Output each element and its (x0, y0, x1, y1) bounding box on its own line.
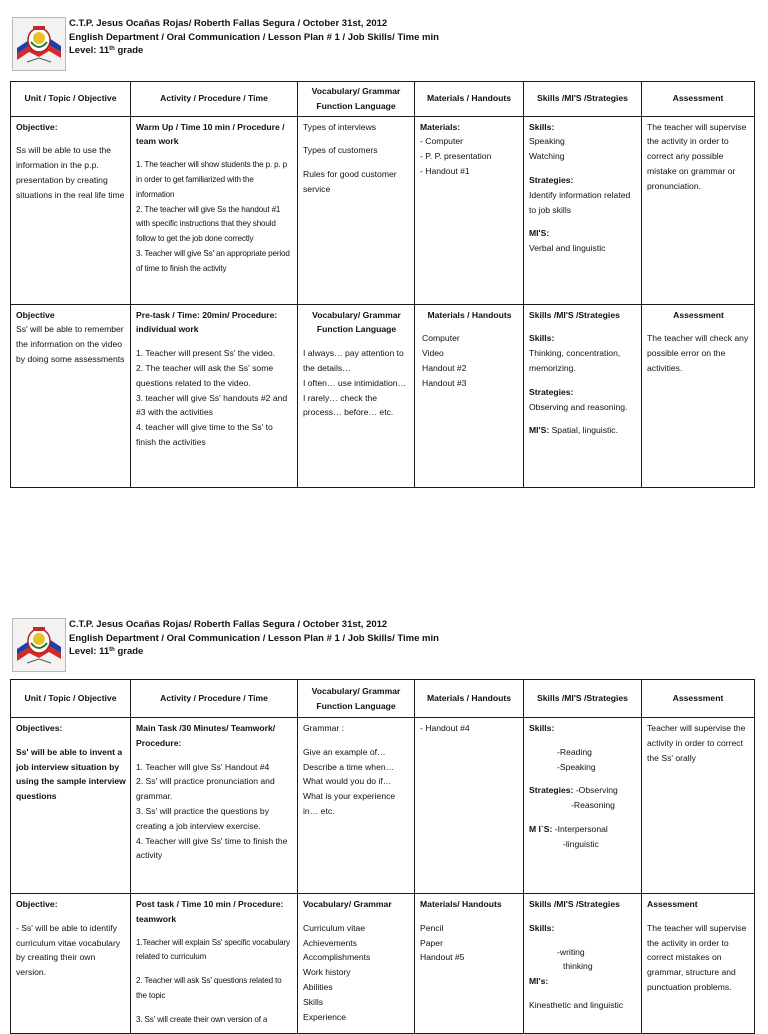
column-header-assessment: Assessment (642, 82, 755, 117)
lesson-plan-table (10, 81, 755, 488)
activity-title: Pre-task / Time: 20min/ Procedure: individual work (136, 309, 278, 335)
materials-cell (415, 894, 524, 1034)
assessment-cell (642, 304, 755, 487)
lesson-plan-table (10, 679, 755, 1034)
vocabulary-item: I often… use intimidation… (303, 377, 407, 388)
assessment-text: Teacher will supervise the activity in order to correct the Ss' orally (647, 723, 746, 763)
activity-item: 2. The teacher will ask the Ss' some questions related to the video. (136, 362, 274, 388)
vocabulary-item: Accomplishments (303, 952, 371, 963)
vocabulary-cell (298, 304, 415, 487)
strategies-item: -Observing (575, 785, 618, 796)
strategies-text: Identify information related to job skills (529, 189, 631, 215)
materials-item: Handout #5 (420, 952, 465, 963)
header-line-2: English Department / Oral Communication / Lesson Plan # 1 / Job Skills/ Time min (69, 31, 439, 43)
column-header-materials: Materials / Handouts (415, 82, 524, 117)
activity-cell (131, 718, 298, 894)
header-line-1: C.T.P. Jesus Ocañas Rojas/ Roberth Fallas Segura / October 31st, 2012 (69, 619, 388, 630)
materials-item: Paper (420, 937, 443, 948)
objective-cell (11, 894, 131, 1034)
mis-text: Verbal and linguistic (529, 243, 606, 254)
activity-item: 2. Ss' will practice pronunciation and grammar. (136, 776, 275, 802)
materials-cell (415, 304, 524, 487)
materials-cell (415, 116, 524, 304)
activity-title: Main Task /30 Minutes/ Teamwork/ Procedure: (136, 723, 276, 748)
vocabulary-item: Achievements (303, 937, 357, 948)
assessment-cell (642, 116, 755, 304)
strategies-title: Strategies: (529, 386, 574, 397)
mis-item: -linguistic (563, 838, 599, 849)
vocabulary-item: Give an example of… (303, 746, 386, 757)
mis-title: M I`S: (529, 823, 553, 834)
materials-item: Pencil (420, 922, 444, 933)
activity-item: 3. Ss' will create their own version of a (136, 1014, 268, 1024)
skills-item: -writing (557, 946, 585, 957)
objective-title: Objective: (16, 121, 58, 132)
school-crest-icon (13, 619, 65, 671)
skills-item: -Speaking (557, 761, 596, 772)
skills-cell (524, 304, 642, 487)
assessment-cell (642, 718, 755, 894)
strategies-title: Strategies: (529, 785, 574, 796)
skills-text: Thinking, concentration, memorizing. (529, 348, 621, 373)
materials-item: - Computer (420, 136, 463, 147)
level-suffix: grade (114, 646, 144, 657)
objective-cell (11, 116, 131, 304)
strategies-title: Strategies: (529, 174, 574, 185)
materials-item: - Handout #4 (420, 723, 470, 733)
table-row (11, 116, 755, 304)
column-header-vocabulary: Vocabulary/ Grammar Function Language (298, 82, 415, 117)
school-logo (12, 17, 66, 71)
materials-item: - Handout #1 (420, 165, 470, 176)
activity-item: 2. The teacher will give Ss the handout #1 with specific instructions that they should follow to get the job done correctly (136, 204, 281, 244)
column-header-unit: Unit / Topic / Objective (11, 82, 131, 117)
table-row (11, 894, 755, 1034)
objective-text: - Ss' will be able to identify curriculum vitae vocabulary by creating their own version. (16, 922, 121, 978)
vocabulary-item: Abilities (303, 981, 333, 992)
level-prefix: Level: 11 (69, 646, 110, 657)
vocabulary-item: Rules for good customer service (303, 169, 397, 194)
header-text (69, 17, 439, 58)
vocabulary-item: Types of interviews (303, 121, 377, 132)
column-header-skills: Skills /MI'S /Strategies (524, 82, 642, 117)
header-line-1: C.T.P. Jesus Ocañas Rojas/ Roberth Fallas Segura / October 31st, 2012 (69, 18, 388, 29)
strategies-text: Observing and reasoning. (529, 401, 628, 412)
header-line-2: English Department / Oral Communication / Lesson Plan # 1 / Job Skills/ Time min (69, 632, 439, 644)
assessment-title: Assessment (673, 309, 724, 320)
activity-item: 1. Teacher will present Ss' the video. (136, 348, 276, 359)
vocabulary-item: What would you do if… (303, 776, 392, 787)
level-suffix: grade (114, 45, 144, 56)
vocabulary-title: Grammar : (303, 723, 345, 733)
header-level (69, 645, 439, 659)
activity-cell (131, 304, 298, 487)
activity-title: Warm Up / Time 10 min / Procedure / team work (136, 121, 285, 147)
vocabulary-item: Describe a time when… (303, 761, 395, 772)
skills-title: Skills: (529, 723, 555, 733)
activity-item: 1.Teacher will explain Ss' specific vocabulary related to curriculum (136, 937, 290, 962)
activity-item: 4. teacher will give time to the Ss' to finish the activities (136, 422, 273, 447)
document-header (8, 613, 748, 673)
assessment-text: The teacher will supervise the activity in order to correct mistakes on grammar, structure and punctuation problems. (647, 922, 747, 992)
skills-header: Skills /MI'S /Strategies (529, 899, 620, 909)
materials-title: Materials / Handouts (427, 309, 512, 320)
vocabulary-item: I always… pay attention to the details… (303, 348, 404, 373)
mis-title: MI'S: (529, 228, 550, 239)
vocabulary-title: Vocabulary/ Grammar Function Language (312, 309, 401, 335)
mis-title: MI's: (529, 976, 549, 987)
assessment-cell (642, 894, 755, 1034)
header-level (69, 44, 439, 58)
assessment-text: The teacher will check any possible error on the activities. (647, 333, 749, 373)
vocabulary-item: Curriculum vitae (303, 922, 366, 933)
materials-item: Computer (422, 333, 460, 344)
skills-item: Watching (529, 151, 565, 162)
table-header-row (11, 680, 755, 718)
skills-item: Speaking (529, 136, 565, 147)
vocabulary-item: Skills (303, 996, 324, 1007)
mis-text: Spatial, linguistic. (549, 425, 618, 436)
skills-item: -Reading (557, 746, 592, 757)
activity-item: 2. Teacher will ask Ss' questions related to the topic (136, 976, 282, 1000)
materials-item: - P. P. presentation (420, 151, 492, 162)
assessment-text: The teacher will supervise the activity in order to correct any possible mistake on grammar or pronunciation. (647, 121, 747, 191)
activity-item: 3. Ss' will practice the questions by creating a job interview exercise. (136, 805, 269, 831)
materials-item: Video (422, 348, 444, 359)
level-superscript: th (109, 46, 115, 52)
column-header-activity: Activity / Procedure / Time (131, 82, 298, 117)
vocabulary-cell (298, 718, 415, 894)
strategies-item: -Reasoning (571, 800, 615, 811)
column-header-materials: Materials / Handouts (415, 680, 524, 718)
activity-title: Post task / Time 10 min / Procedure: teamwork (136, 899, 284, 924)
skills-title: Skills: (529, 922, 555, 933)
activity-cell (131, 116, 298, 304)
materials-cell (415, 718, 524, 894)
table-row (11, 304, 755, 487)
objective-cell (11, 304, 131, 487)
activity-item: 1. Teacher will give Ss' Handout #4 (136, 761, 270, 772)
vocabulary-item: Experience (303, 1011, 346, 1022)
mis-title: MI'S: (529, 425, 550, 436)
vocabulary-item: Work history (303, 967, 351, 978)
skills-title: Skills: (529, 121, 555, 132)
column-header-activity: Activity / Procedure / Time (131, 680, 298, 718)
document-header (8, 12, 748, 72)
materials-item: Handout #2 (422, 362, 467, 373)
skills-cell (524, 116, 642, 304)
mis-item: -Interpersonal (554, 823, 608, 834)
column-header-skills: Skills /MI'S /Strategies (524, 680, 642, 718)
activity-item: 3. teacher will give Ss' handouts #2 and #3 with the activities (136, 392, 288, 418)
level-superscript: th (109, 647, 115, 653)
school-logo (12, 618, 66, 672)
vocabulary-item: What is your experience in… etc. (303, 791, 396, 816)
activity-item: 4. Teacher will give Ss' time to finish the activity (136, 835, 288, 861)
vocabulary-item: Types of customers (303, 145, 378, 156)
skills-title: Skills: (529, 333, 555, 344)
level-prefix: Level: 11 (69, 45, 110, 56)
materials-title: Materials: (420, 121, 461, 132)
skills-cell (524, 718, 642, 894)
header-text (69, 618, 439, 659)
mis-text: Kinesthetic and linguistic (529, 999, 624, 1010)
activity-item: 3. Teacher will give Ss' an appropriate period of time to finish the activity (136, 248, 290, 273)
materials-item: Handout #3 (422, 377, 467, 388)
vocabulary-cell (298, 116, 415, 304)
objective-title: Objective: (16, 899, 58, 909)
objective-text: Ss' will be able to remember the information on the video by doing some assessments (16, 324, 125, 364)
school-crest-icon (13, 18, 65, 70)
materials-title: Materials/ Handouts (420, 899, 502, 909)
objective-title: Objectives: (16, 723, 63, 733)
skills-item: thinking (563, 961, 593, 972)
vocabulary-item: I rarely… check the process… before… etc. (303, 392, 394, 418)
objective-text: Ss will be able to use the information in the p.p. presentation by creating situations in the real life time (16, 145, 125, 200)
column-header-vocabulary: Vocabulary/ Grammar Function Language (298, 680, 415, 718)
column-header-assessment: Assessment (642, 680, 755, 718)
table-header-row (11, 82, 755, 117)
column-header-unit: Unit / Topic / Objective (11, 680, 131, 718)
objective-title: Objective (16, 309, 55, 320)
skills-cell (524, 894, 642, 1034)
objective-cell (11, 718, 131, 894)
activity-cell (131, 894, 298, 1034)
vocabulary-cell (298, 894, 415, 1034)
vocabulary-title: Vocabulary/ Grammar (303, 899, 392, 909)
objective-text: Ss' will be able to invent a job interview situation by using the sample interview questions (16, 746, 126, 802)
assessment-title: Assessment (647, 899, 698, 909)
table-row (11, 718, 755, 894)
activity-item: 1. The teacher will show students the p. p. p in order to get familiarized with the information (136, 160, 288, 199)
skills-header: Skills /MI'S /Strategies (529, 309, 620, 320)
